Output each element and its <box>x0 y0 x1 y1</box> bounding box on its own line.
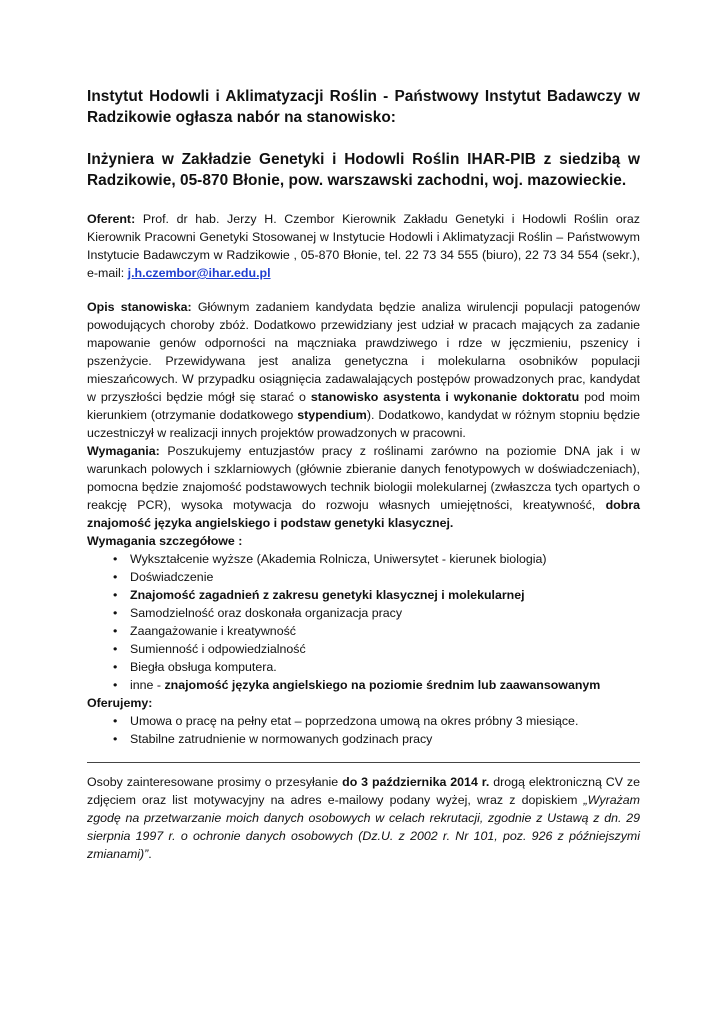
list-item-bold: znajomość języka angielskiego na poziomie średnim lub zaawansowanym <box>164 678 601 692</box>
list-item-text: Biegła obsługa komputera. <box>130 660 277 674</box>
opis-label: Opis stanowiska: <box>87 300 192 314</box>
oferent-paragraph <box>87 210 640 282</box>
oferujemy-list <box>87 712 640 748</box>
opis-text-2: pod moim kierunkiem (otrzymanie dodatkowego <box>87 390 640 422</box>
bullet-icon: • <box>113 588 118 602</box>
bullet-icon: • <box>113 642 118 656</box>
institute-heading: Instytut Hodowli i Aklimatyzacji Roślin - Państwowy Instytut Badawczy w Radzikowie ogłasza nabór na stanowisko: <box>87 88 640 126</box>
opis-paragraph <box>87 298 640 442</box>
list-item <box>87 676 640 694</box>
list-item <box>87 712 640 730</box>
list-item-text: Umowa o pracę na pełny etat – poprzedzona umową na okres próbny 3 miesiące. <box>130 714 579 728</box>
list-item <box>87 730 640 748</box>
list-item-text: Doświadczenie <box>130 570 214 584</box>
opis-bold-2: stypendium <box>297 408 367 422</box>
consent-clause: „Wyrażam zgodę na przetwarzanie moich danych osobowych w celach rekrutacji, zgodnie z Ustawą z dn. 29 sierpnia 1997 r. o ochronie danych osobowych (Dz.U. z 2002 r. Nr 101, poz. 926 z późniejszymi zmianami)” <box>87 793 640 861</box>
opis-text-3: ). Dodatkowo, kandydat w różnym stopniu będzie uczestniczył w realizacji innych projektów prowadzonych w pracowni. <box>87 408 640 440</box>
document-content <box>87 86 640 863</box>
opis-text-1: Głównym zadaniem kandydata będzie analiza wirulencji populacji patogenów powodujących choroby zbóż. Dodatkowo przewidziany jest udział w pracach mających za zadanie mapowanie genów odporności na mączniaka prawdziwego i rdze w jęczmieniu, pszenicy i pszenżycie. Przewidywana jest analiza genetyczna i molekularna osobników populacji mieszańcowych. W przypadku osiągnięcia zadawalających postępów prowadzonych prac, kandydat w przyszłości będzie mógł się starać o <box>87 300 640 404</box>
bullet-icon: • <box>113 678 118 692</box>
bullet-icon: • <box>113 606 118 620</box>
szczegolowe-label: Wymagania szczegółowe : <box>87 534 243 548</box>
opis-bold-1: stanowisko asystenta i wykonanie doktoratu <box>310 390 580 404</box>
bullet-icon: • <box>113 624 118 638</box>
oferent-text: Prof. dr hab. Jerzy H. Czembor Kierownik Zakładu Genetyki i Hodowli Roślin oraz Kierownik Pracowni Genetyki Stosowanej w Instytucie Hodowli i Aklimatyzacji Roślin – Państwowym Instytucie Badawczym w Radzikowie , 05-870 Błonie, tel. 22 73 34 555 (biuro), 22 73 34 554 (sekr.), e-mail: <box>87 212 640 280</box>
divider <box>87 762 640 763</box>
bullet-icon: • <box>113 714 118 728</box>
bullet-icon: • <box>113 732 118 746</box>
list-item <box>87 568 640 586</box>
list-item-text: Wykształcenie wyższe (Akademia Rolnicza, Uniwersytet - kierunek biologia) <box>130 552 547 566</box>
list-item <box>87 586 640 604</box>
footer-end: . <box>148 847 152 861</box>
szczegolowe-list <box>87 550 640 694</box>
bullet-icon: • <box>113 660 118 674</box>
list-item-text: Zaangażowanie i kreatywność <box>130 624 296 638</box>
wymagania-bold: dobra znajomość języka angielskiego i podstaw genetyki klasycznej. <box>87 498 640 530</box>
wymagania-label: Wymagania: <box>87 444 160 458</box>
list-item <box>87 658 640 676</box>
deadline-text: do 3 października 2014 r. <box>342 775 490 789</box>
list-item-prefix: inne - <box>130 678 165 692</box>
wymagania-text: Poszukujemy entuzjastów pracy z roślinami zarówno na poziomie DNA jak i w warunkach polowych i szklarniowych (głównie zbieranie danych fenotypowych w doświadczeniach), pomocna będzie znajomość podstawowych technik biologii molekularnej (zwłaszcza tych opartych o reakcję PCR), wysoka motywacja do rozwoju własnych umiejętności, kreatywność, <box>87 444 640 512</box>
list-item-text: Samodzielność oraz doskonała organizacja pracy <box>130 606 403 620</box>
list-item-text: Sumienność i odpowiedzialność <box>130 642 306 656</box>
list-item <box>87 604 640 622</box>
email-link[interactable]: j.h.czembor@ihar.edu.pl <box>127 266 271 280</box>
list-item <box>87 622 640 640</box>
footer-text-2: drogą elektroniczną CV ze zdjęciem oraz list motywacyjny na adres e-mailowy podany wyżej, wraz z dopiskiem <box>87 775 641 807</box>
footer-paragraph <box>87 773 640 863</box>
list-item <box>87 640 640 658</box>
oferent-label: Oferent: <box>87 212 136 226</box>
list-item <box>87 550 640 568</box>
footer-text-1: Osoby zainteresowane prosimy o przesyłanie <box>87 775 343 789</box>
list-item-text: Stabilne zatrudnienie w normowanych godzinach pracy <box>130 732 433 746</box>
bullet-icon: • <box>113 570 118 584</box>
position-heading: Inżyniera w Zakładzie Genetyki i Hodowli Roślin IHAR-PIB z siedzibą w Radzikowie, 05-870 Błonie, pow. warszawski zachodni, woj. mazowieckie. <box>87 151 640 189</box>
oferujemy-label: Oferujemy: <box>87 696 153 710</box>
list-item-text: Znajomość zagadnień z zakresu genetyki klasycznej i molekularnej <box>130 588 525 602</box>
wymagania-paragraph <box>87 442 640 532</box>
bullet-icon: • <box>113 552 118 566</box>
